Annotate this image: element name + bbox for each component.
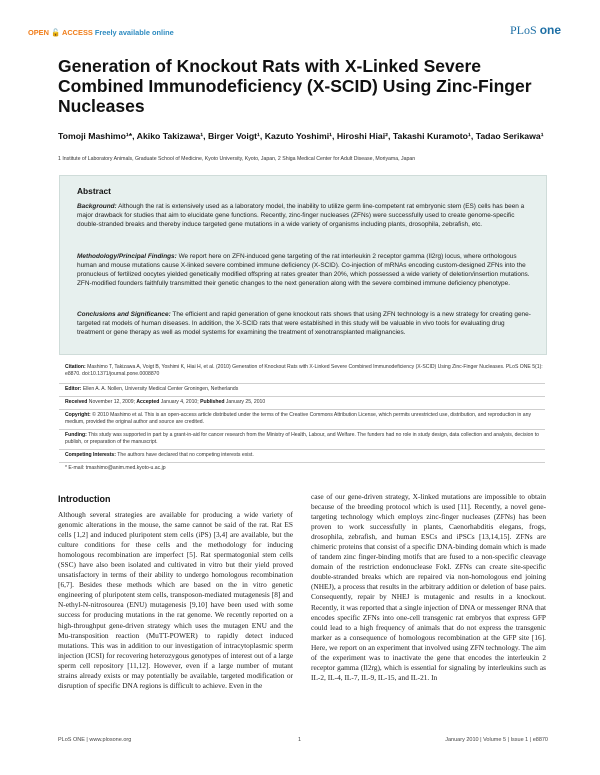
footer-journal: PLoS ONE | www.plosone.org: [58, 737, 132, 743]
page-number: 1: [298, 737, 302, 743]
divider: [59, 409, 545, 410]
citation-text: Mashimo T, Takizawa A, Voigt B, Yoshimi K, Hiai H, et al. (2010) Generation of Knockout Rats with X-Linked Severe Combined Immunodeficiency (X-SCID) Using Zinc-Finger Nucleases. PLoS ONE 5(1): e8870. doi:10.1371/journal.pone.0008870: [65, 364, 543, 377]
divider: [59, 462, 545, 463]
funding-text: This study was supported in part by a grant-in-aid for cancer research from the Ministry of Health, Labour, and Welfare. The funders had no role in study design, data collection and analysis, decision to publish, or preparation of the manuscript.: [65, 432, 539, 445]
background-label: Background:: [77, 203, 117, 210]
introduction-heading: Introduction: [58, 494, 111, 504]
copyright: [65, 412, 543, 426]
divider: [59, 449, 545, 450]
contact-email[interactable]: * E-mail: tmashimo@anim.med.kyoto-u.ac.jp: [65, 465, 166, 471]
access-label: ACCESS: [62, 28, 93, 37]
affiliations: 1 Institute of Laboratory Animals, Graduate School of Medicine, Kyoto University, Kyoto, Japan, 2 Shiga Medical Center for Adult Disease, Moriyama, Japan: [58, 156, 416, 162]
funding-label: Funding:: [65, 432, 87, 438]
abstract-conclusions: [77, 310, 532, 337]
logo-one: one: [539, 23, 562, 37]
intro-column-right: case of our gene-driven strategy, X-linked mutations are impossible to obtain because of the breeding protocol which is used [11]. Recently, a novel gene-targeting technology which employs zinc-finger nucleases (ZFNs) has been proven to work successfully in plants, Caenorhabditis elegans, frogs, drosophila, zebrafish, and human ESCs and iPSCs [13,14,15]. ZFNs are chimeric proteins that consist of a specific DNA-binding domain which is made of tandem zinc finger-binding motifs that are fused to a non-specific cleavage domain of the restriction endonuclease FokI. ZFNs can create site-specific double-stranded breaks which are repaired via non-homologous end joining (NHEJ), a process that results in the arbitrary addition or deletion of base pairs. Consequently, repair by NHEJ is mutagenic and results in a knockout. Recently, it was reported that a single injection of DNA or messenger RNA that encodes specific ZFNs into one-cell transgenic rat embryos that express GFP could lead to a high frequency of animals that do not express the transgenic marker as a consequence of homologous recombination at the GFP site [16]. Here, we report on an experiment that involved using ZFN technology. The aim of the experiment was to inactivate the gene that encodes the interleukin 2 receptor gamma (Il2rg), which is essential for signaling by interleukins such as IL-2, IL-4, IL-7, IL-9, IL-15, and IL-21. In: [311, 492, 546, 682]
editor: [65, 386, 543, 393]
competing-interests: [65, 452, 543, 459]
abstract-methods: [77, 252, 532, 288]
methods-text: We report here on ZFN-induced gene targeting of the rat interleukin 2 receptor gamma (Il2rg) locus, where orthologous human and mouse mutations cause X-linked severe combined immune deficiency (X-SCID). Co-injection of mRNAs encoding custom-designed ZFNs into the pronucleus of fertilized oocytes yielded genetically modified offspring at rates greater than 20%, which possessed a wide variety of deletion/insertion mutations. ZFN-modified founders faithfully transmitted their genetic changes to the next generation along with the severe combined immune deficiency phenotype.: [77, 253, 530, 288]
conclusions-label: Conclusions and Significance:: [77, 311, 171, 318]
editor-text: Ellen A. A. Nollen, University Medical Center Groningen, Netherlands: [81, 386, 239, 392]
abstract-heading: Abstract: [77, 186, 111, 196]
methods-label: Methodology/Principal Findings:: [77, 253, 177, 260]
intro-column-left: Although several strategies are available for producing a wide variety of genomic alterations in the mouse, the same cannot be said of the rat. Rat ES cells [1,2] and induced pluripotent stem cells (iPS) [3,4] are available, but the culture conditions for these cells and the methodology for inducing homologous recombination are imperfect [5]. Rat spermatogonial stem cells (SSC) have also been isolated and cultivated in vitro but their yield proved unsatisfactory in terms of their ability to undergo homologous recombination [6,7]. Besides these methods which are based on the in vitro genetic engineering of pluripotent stem cells, transposon-mediated mutagenesis [8] and N-ethyl-N-nitrosourea (ENU) mutagenesis [9,10] have been used with some success for producing mutations in the rat genome. We recently reported on a high-throughput gene-driven strategy which uses the mutagen ENU and the Mu-transposition reaction (MuTT-POWER) to rapidly detect induced mutations. This was in addition to our investigation of intracytoplasmic sperm injection (ICSI) for recovering heterozygous genotypes of interest out of a large sperm cell repository [11,12]. However, even if a large number of mutant strains already exists or may potentially be available, targeted modification or disruption of specific DNA regions is difficult to achieve. Even in the: [58, 510, 293, 690]
plos-one-logo: [510, 23, 561, 38]
background-text: Although the rat is extensively used as a laboratory model, the inability to utilize germ line-competent rat embryonic stem (ES) cells has been a major drawback for studies that aim to elucidate gene functions. Recently, zinc-finger nucleases (ZFNs) were successfully used to create genome-specific double-stranded breaks and thereby induce targeted gene mutations in a wide variety of organisms including plants, drosophila, zebrafish, etc.: [77, 203, 525, 229]
article-title: Generation of Knockout Rats with X-Linked Severe Combined Immunodeficiency (X-SCID) Using Zinc-Finger Nucleases: [58, 56, 532, 116]
published-date: January 25, 2010: [224, 399, 266, 405]
divider: [59, 429, 545, 430]
received-label: Received: [65, 399, 88, 405]
competing-label: Competing Interests:: [65, 452, 116, 458]
open-label: OPEN: [28, 28, 49, 37]
citation-label: Citation:: [65, 364, 86, 370]
published-label: Published: [200, 399, 225, 405]
divider: [59, 383, 545, 384]
lock-icon: 🔓: [51, 28, 61, 37]
received-date: November 12, 2009;: [87, 399, 137, 405]
open-access-banner: [28, 28, 174, 37]
editor-label: Editor:: [65, 386, 82, 392]
copyright-label: Copyright:: [65, 412, 91, 418]
copyright-text: © 2010 Mashimo et al. This is an open-access article distributed under the terms of the Creative Commons Attribution License, which permits unrestricted use, distribution, and reproduction in any medium, provided the original author and source are credited.: [65, 412, 531, 425]
logo-plos: PLoS: [510, 23, 537, 37]
divider: [59, 396, 545, 397]
accepted-date: January 4, 2010;: [159, 399, 201, 405]
conclusions-text: The efficient and rapid generation of gene knockout rats shows that using ZFN technology is a new strategy for creating gene-targeted rat models of human diseases. In addition, the X-SCID rats that were established in this study will be valuable in vivo tools for evaluating drug treatment or gene therapy as well as model systems for examining the treatment of xenotransplanted malignancies.: [77, 311, 531, 337]
free-label: Freely available online: [94, 28, 174, 37]
footer-issue: January 2010 | Volume 5 | Issue 1 | e8870: [445, 737, 548, 743]
citation: [65, 364, 543, 378]
accepted-label: Accepted: [136, 399, 160, 405]
competing-text: The authors have declared that no competing interests exist.: [115, 452, 254, 458]
dates: [65, 399, 543, 406]
author-list: Tomoji Mashimo¹*, Akiko Takizawa¹, Birger Voigt¹, Kazuto Yoshimi¹, Hiroshi Hiai², Takashi Kuramoto¹, Tadao Serikawa¹: [58, 131, 544, 141]
funding: [65, 432, 543, 446]
abstract-background: [77, 202, 532, 229]
